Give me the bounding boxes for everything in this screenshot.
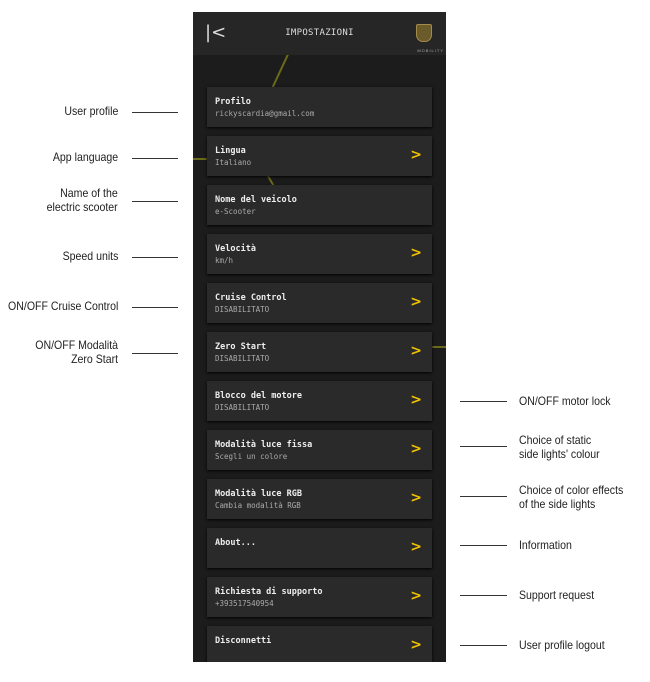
annotation-line	[460, 496, 507, 497]
item-title: Richiesta di supporto	[215, 587, 323, 597]
annotation-label: Choice of static side lights' colour	[519, 433, 600, 461]
settings-item[interactable]	[207, 234, 432, 274]
chevron-right-icon[interactable]: >	[410, 343, 422, 359]
item-subtitle: Italiano	[215, 158, 252, 167]
annotation-line	[132, 307, 178, 308]
annotation-line	[460, 446, 507, 447]
item-title: Profilo	[215, 97, 251, 107]
item-subtitle: rickyscardia@gmail.com	[215, 109, 315, 118]
item-title: Zero Start	[215, 342, 267, 352]
annotation-line	[132, 257, 178, 258]
header-bar	[193, 12, 446, 55]
settings-item[interactable]	[207, 577, 432, 617]
item-subtitle: Scegli un colore	[215, 452, 288, 461]
item-subtitle: +393517540954	[215, 599, 274, 608]
settings-item[interactable]	[207, 283, 432, 323]
annotation-line	[132, 158, 178, 159]
brand-logo	[416, 24, 432, 42]
item-title: Lingua	[215, 146, 246, 156]
annotation-label: Information	[519, 538, 572, 552]
chevron-right-icon[interactable]: >	[410, 539, 422, 555]
item-subtitle: DISABILITATO	[215, 354, 270, 363]
item-title: Modalità luce RGB	[215, 489, 302, 499]
chevron-right-icon[interactable]: >	[410, 637, 422, 653]
annotation-label: ON/OFF Modalità Zero Start	[35, 338, 118, 366]
chevron-right-icon[interactable]: >	[410, 147, 422, 163]
annotation-line	[460, 645, 507, 646]
settings-item[interactable]	[207, 626, 432, 662]
settings-item[interactable]	[207, 332, 432, 372]
annotation-label: User profile	[64, 104, 118, 118]
annotation-label: Speed units	[62, 249, 118, 263]
annotation-line	[460, 595, 507, 596]
item-title: Disconnetti	[215, 636, 272, 646]
item-subtitle: km/h	[215, 256, 234, 265]
item-title: Blocco del motore	[215, 391, 302, 401]
item-subtitle: Cambia modalità RGB	[215, 501, 301, 510]
item-subtitle: DISABILITATO	[215, 305, 270, 314]
item-title: Modalità luce fissa	[215, 440, 313, 450]
settings-item[interactable]	[207, 528, 432, 568]
chevron-right-icon[interactable]: >	[410, 490, 422, 506]
annotation-line	[460, 401, 507, 402]
annotation-label: ON/OFF Cruise Control	[7, 299, 118, 313]
chevron-right-icon[interactable]: >	[410, 441, 422, 457]
back-to-start-icon[interactable]: |<	[205, 22, 227, 43]
chevron-right-icon[interactable]: >	[410, 392, 422, 408]
background-line	[193, 158, 207, 160]
annotation-line	[132, 201, 178, 202]
phone-screen	[193, 12, 446, 662]
item-subtitle: e-Scooter	[215, 207, 256, 216]
item-title: Nome del veicolo	[215, 195, 297, 205]
annotation-label: ON/OFF motor lock	[519, 394, 611, 408]
item-title: Velocità	[215, 244, 256, 254]
chevron-right-icon[interactable]: >	[410, 294, 422, 310]
annotation-label: Name of the electric scooter	[46, 186, 118, 214]
background-line	[432, 346, 446, 348]
item-subtitle: DISABILITATO	[215, 403, 270, 412]
settings-item[interactable]	[207, 381, 432, 421]
annotation-label: App language	[52, 150, 118, 164]
settings-item[interactable]	[207, 479, 432, 519]
item-title: About...	[215, 538, 256, 548]
settings-item[interactable]	[207, 136, 432, 176]
item-title: Cruise Control	[215, 293, 287, 303]
annotation-label: Support request	[519, 588, 595, 602]
annotation-line	[460, 545, 507, 546]
annotation-line	[132, 353, 178, 354]
settings-item[interactable]	[207, 87, 432, 127]
annotation-line	[132, 112, 178, 113]
settings-item[interactable]	[207, 185, 432, 225]
annotation-label: User profile logout	[519, 638, 605, 652]
chevron-right-icon[interactable]: >	[410, 588, 422, 604]
annotation-label: Choice of color effects of the side lights	[519, 483, 624, 511]
brand-text: MOBILITY	[417, 48, 444, 53]
settings-item[interactable]	[207, 430, 432, 470]
chevron-right-icon[interactable]: >	[410, 245, 422, 261]
page-title: IMPOSTAZIONI	[285, 28, 354, 38]
